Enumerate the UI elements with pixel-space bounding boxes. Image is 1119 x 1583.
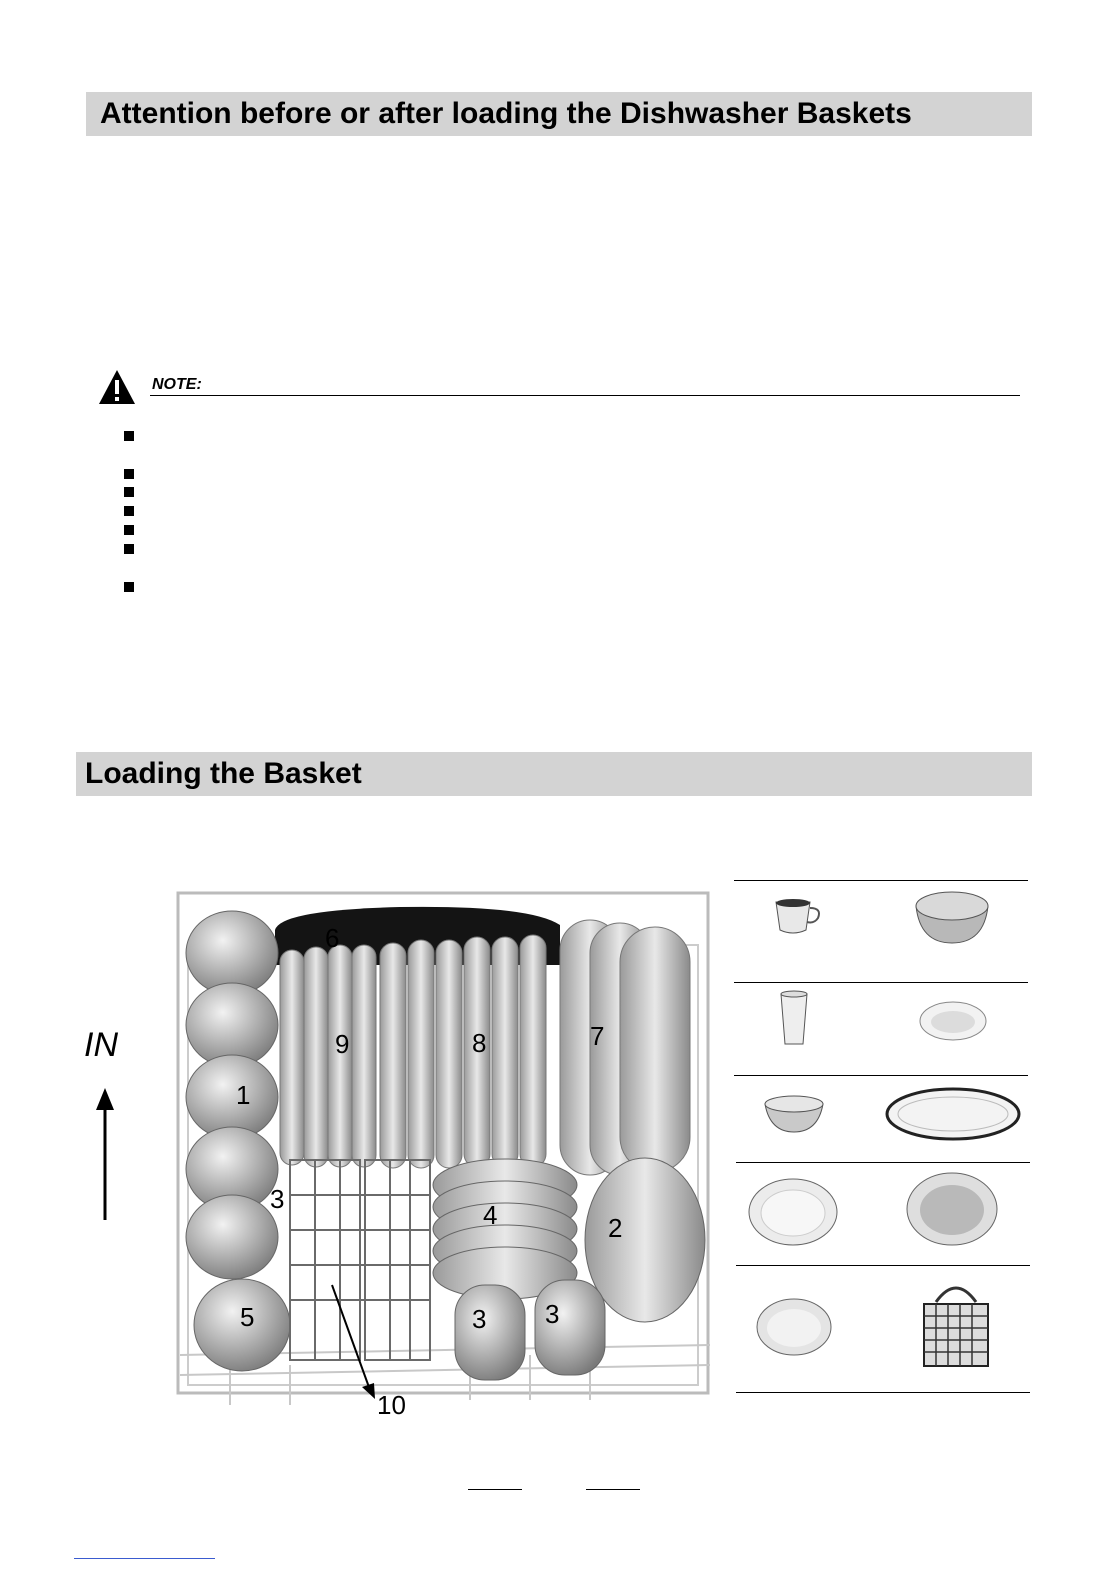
salad-bowl-icon	[912, 888, 992, 946]
note-bullet	[124, 469, 134, 479]
cutlery-basket-icon	[916, 1276, 996, 1372]
label-dessert-plates: 9	[335, 1029, 350, 1059]
label-glass-2: 3	[545, 1299, 560, 1329]
dinner-plate-icon	[746, 1176, 840, 1248]
small-bowl-icon	[918, 1000, 988, 1042]
label-dinner-plates: 8	[472, 1028, 487, 1058]
page-number-rule	[468, 1489, 522, 1490]
note-bullet	[124, 431, 134, 441]
label-bowls: 4	[483, 1200, 498, 1230]
legend-rule	[736, 1265, 1030, 1266]
label-glasses-left: 3	[270, 1184, 285, 1214]
footer-link-underline	[74, 1558, 215, 1559]
legend-rule	[736, 1392, 1030, 1393]
label-cutlery-basket: 10	[377, 1390, 406, 1420]
label-large-plates: 7	[590, 1021, 605, 1051]
soup-plate-icon	[904, 1170, 1000, 1248]
legend-rule	[734, 1075, 1028, 1076]
note-bullet	[124, 506, 134, 516]
label-platter: 6	[325, 923, 340, 953]
note-bullet	[124, 544, 134, 554]
note-divider	[150, 395, 1020, 396]
dessert-bowl-icon	[762, 1094, 826, 1134]
legend-rule	[734, 880, 1028, 881]
label-mug: 5	[240, 1302, 255, 1332]
attention-section-title: Attention before or after loading the Dishwasher Baskets	[100, 97, 912, 130]
loading-section-title: Loading the Basket	[85, 757, 362, 790]
warning-icon	[97, 368, 137, 406]
note-bullet	[124, 525, 134, 535]
cup-icon	[770, 896, 826, 936]
direction-indicator	[80, 1020, 140, 1225]
legend-rule	[736, 1162, 1030, 1163]
label-cups: 1	[236, 1080, 251, 1110]
legend-rule	[734, 982, 1028, 983]
dessert-plate-icon	[754, 1296, 834, 1358]
label-serving-bowl: 2	[608, 1213, 623, 1243]
arrow-up-icon	[96, 1088, 114, 1110]
note-bullet	[124, 582, 134, 592]
oval-platter-icon	[884, 1086, 1022, 1142]
lower-basket-illustration	[170, 885, 730, 1425]
glass-icon	[778, 990, 810, 1048]
note-bullet	[124, 487, 134, 497]
note-label: NOTE:	[152, 376, 202, 393]
page-number-rule	[586, 1489, 640, 1490]
label-glass-1: 3	[472, 1304, 487, 1334]
direction-label: IN	[84, 1026, 118, 1064]
